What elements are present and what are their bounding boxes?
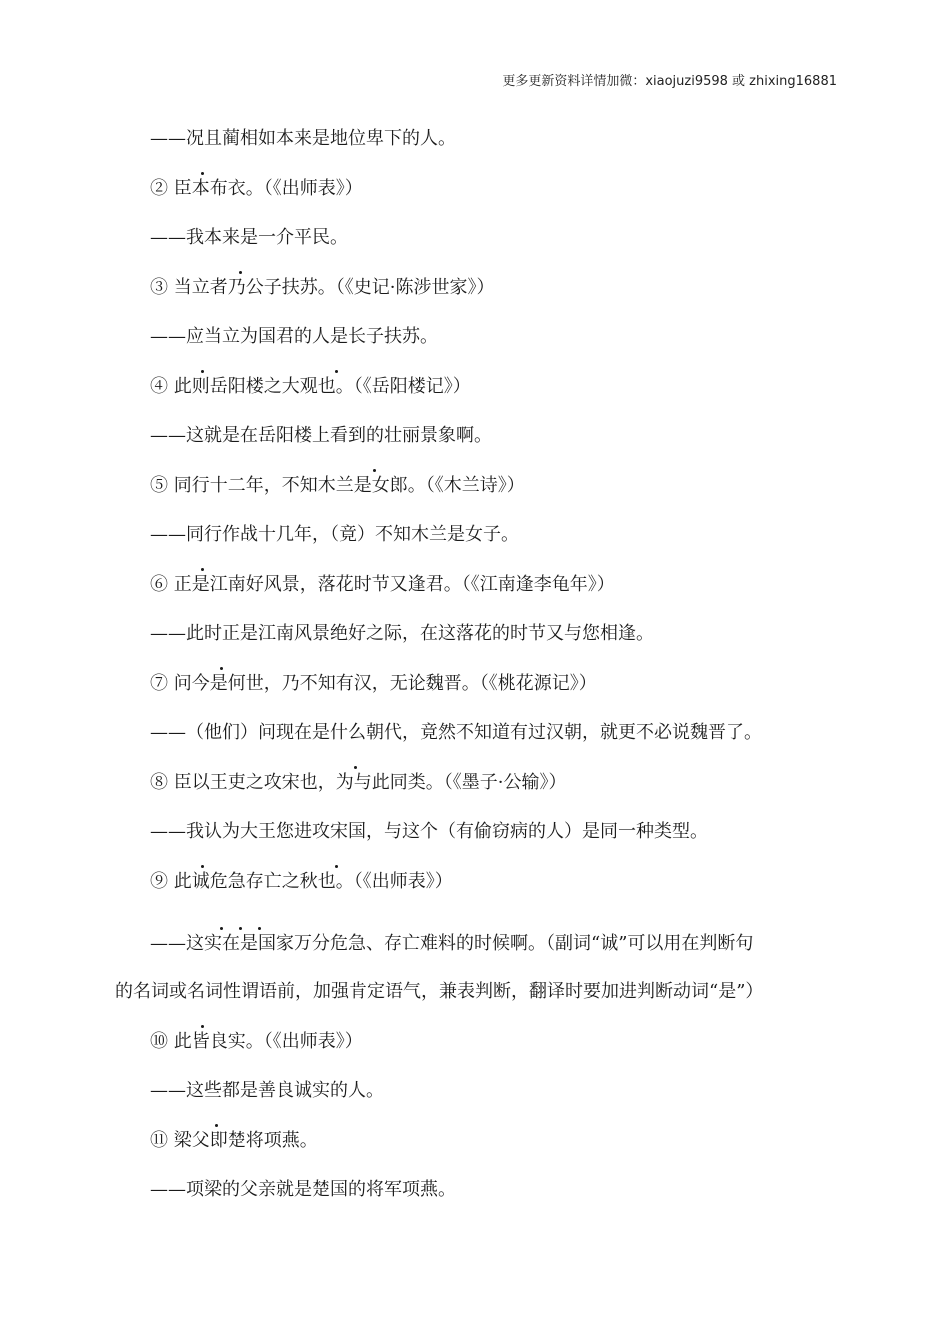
- translation-line: ——这就是在岳阳楼上看到的壮丽景象啊。: [150, 425, 492, 446]
- translation-line: ——应当立为国君的人是长子扶苏。: [150, 326, 438, 347]
- emphasis-dot: [201, 172, 204, 175]
- translation-line: ——同行作战十几年，（竟）不知木兰是女子。: [150, 524, 519, 545]
- emphasis-dot: [215, 1124, 218, 1127]
- emphasis-dot: [354, 766, 357, 769]
- emphasis-dot: [220, 927, 223, 930]
- translation-note-continued: 的名词或名词性谓语前，加强肯定语气，兼表判断，翻译时要加进判断动词“是”）: [115, 981, 764, 1002]
- translation-line: ——这些都是善良诚实的人。: [150, 1080, 384, 1101]
- example-sentence: ⑧ 臣以王吏之攻宋也，为与此同类。（《墨子·公输》）: [150, 772, 567, 793]
- example-sentence: ⑩ 此皆良实。（《出师表》）: [150, 1031, 363, 1052]
- emphasis-dot: [239, 271, 242, 274]
- emphasis-dot: [258, 927, 261, 930]
- translation-line: ——况且蔺相如本来是地位卑下的人。: [150, 128, 456, 149]
- emphasis-dot: [239, 927, 242, 930]
- example-sentence: ⑪ 梁父即楚将项燕。: [150, 1130, 318, 1151]
- example-sentence: ⑦ 问今是何世，乃不知有汉，无论魏晋。（《桃花源记》）: [150, 673, 597, 694]
- translation-line: ——此时正是江南风景绝好之际，在这落花的时节又与您相逢。: [150, 623, 654, 644]
- emphasis-dot: [335, 865, 338, 868]
- example-sentence: ⑤ 同行十二年，不知木兰是女郎。（《木兰诗》）: [150, 475, 525, 496]
- emphasis-dot: [201, 568, 204, 571]
- emphasis-dot: [335, 370, 338, 373]
- example-sentence: ④ 此则岳阳楼之大观也。（《岳阳楼记》）: [150, 376, 471, 397]
- translation-line: ——我认为大王您进攻宋国，与这个（有偷窃病的人）是同一种类型。: [150, 821, 708, 842]
- emphasis-dot: [201, 1025, 204, 1028]
- emphasis-dot: [373, 469, 376, 472]
- example-sentence: ② 臣本布衣。（《出师表》）: [150, 178, 363, 199]
- example-sentence: ③ 当立者乃公子扶苏。（《史记·陈涉世家》）: [150, 277, 495, 298]
- emphasis-dot: [220, 667, 223, 670]
- example-sentence: ⑥ 正是江南好风景，落花时节又逢君。（《江南逢李龟年》）: [150, 574, 615, 595]
- example-sentence: ⑨ 此诚危急存亡之秋也。（《出师表》）: [150, 871, 453, 892]
- translation-line: ——（他们）问现在是什么朝代，竟然不知道有过汉朝，就更不必说魏晋了。: [150, 722, 762, 743]
- emphasis-dot: [201, 865, 204, 868]
- emphasis-dot: [201, 370, 204, 373]
- page-header-note: 更多更新资料详情加微：xiaojuzi9598 或 zhixing16881: [502, 74, 837, 89]
- translation-line: ——这实在是国家万分危急、存亡难料的时候啊。（副词“诚”可以用在判断句: [150, 933, 754, 954]
- translation-line: ——项梁的父亲就是楚国的将军项燕。: [150, 1179, 456, 1200]
- translation-line: ——我本来是一介平民。: [150, 227, 348, 248]
